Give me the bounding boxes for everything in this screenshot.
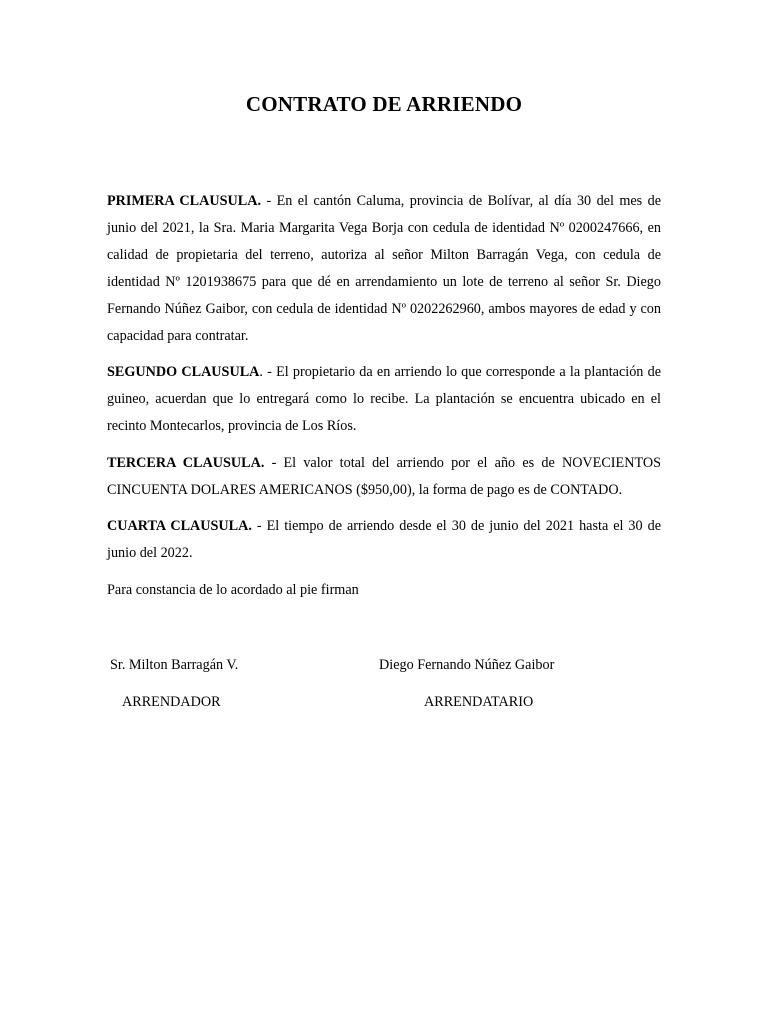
signature-role-arrendatario: ARRENDATARIO	[424, 694, 534, 710]
closing-statement: Para constancia de lo acordado al pie firman	[107, 582, 359, 598]
clause-text: - El tiempo de arriendo desde el 30 de junio del 2021 hasta el 30 de junio del 2022.	[107, 518, 661, 561]
signature-name-arrendatario: Diego Fernando Núñez Gaibor	[379, 657, 555, 673]
clause-primera	[107, 188, 661, 350]
document-title: CONTRATO DE ARRIENDO	[245, 92, 523, 116]
clause-heading: PRIMERA CLAUSULA.	[107, 193, 262, 209]
clause-text: - En el cantón Caluma, provincia de Bolívar, al día 30 del mes de junio del 2021, la Sra. Maria Margarita Vega Borja con cedula de identidad Nº 0200247666, en calidad de propietaria del terreno, autoriza al señor Milton Barragán Vega, con cedula de identidad Nº 1201938675 para que dé en arrendamiento un lote de terreno al señor Sr. Diego Fernando Núñez Gaibor, con cedula de identidad Nº 0202262960, ambos mayores de edad y con capacidad para contratar.	[107, 193, 661, 344]
clause-segundo	[107, 359, 661, 440]
signature-name-arrendador: Sr. Milton Barragán V.	[110, 657, 239, 673]
clause-heading: CUARTA CLAUSULA.	[107, 518, 252, 534]
clause-text: . - El propietario da en arriendo lo que corresponde a la plantación de guineo, acuerdan que lo entregará como lo recibe. La plantación se encuentra ubicado en el recinto Montecarlos, provincia de Los Ríos.	[107, 364, 661, 434]
clause-heading: TERCERA CLAUSULA.	[107, 455, 265, 471]
clause-heading: SEGUNDO CLAUSULA	[107, 364, 260, 380]
signature-role-arrendador: ARRENDADOR	[122, 694, 221, 710]
clause-text: - El valor total del arriendo por el año es de NOVECIENTOS CINCUENTA DOLARES AMERICANOS ($950,00), la forma de pago es de CONTADO.	[107, 455, 661, 498]
clause-tercera	[107, 450, 661, 504]
clause-cuarta	[107, 513, 661, 567]
